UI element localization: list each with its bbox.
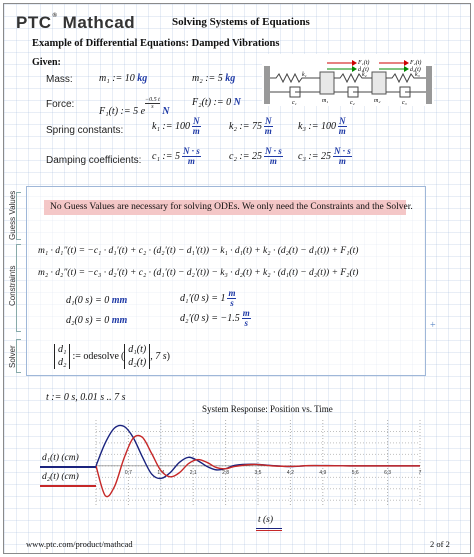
crosshair-cursor: + [430,320,436,331]
constraints-label: Constraints [8,265,17,306]
mass-label: Mass: [46,74,73,85]
section-title: Example of Differential Equations: Damped Vibrations [32,38,280,49]
diagram-m1-label: m₁ [322,98,329,104]
odesolve-definition[interactable]: d₁ d₂ := odesolve ( d₁(t) d₂(t) , 7 s ) [54,344,170,369]
chart-series [96,425,420,496]
c1-definition[interactable]: c₁ := 5 $\frac{N \cdot s}{m}$ [152,146,200,167]
solver-label: Solver [8,345,17,368]
initial-condition-d1[interactable]: d₁(0 s) = 0 mm [66,295,128,306]
c3-definition[interactable]: c₃ := 25 $\frac{N \cdot s}{m}$ [298,146,351,167]
position-vs-time-chart[interactable] [90,414,430,518]
range-variable-definition[interactable]: t := 0 s, 0.01 s .. 7 s [46,392,126,403]
diagram-k3-label: k₃ [415,72,420,78]
legend-d1-line [40,466,96,468]
k3-definition[interactable]: k₃ := 100 $\frac{N}{m}$ [298,116,346,137]
spring-constants-label: Spring constants: [46,125,124,136]
mass-spring-damper-diagram [262,54,434,106]
c2-definition[interactable]: c₂ := 25 $\frac{N \cdot s}{m}$ [229,146,282,167]
legend-d2-line [40,485,96,487]
diagram-k1-label: k₁ [302,72,307,78]
solve-block-note: No Guess Values are necessary for solving ODEs. We only need the Constraints and the Solver. [44,200,406,215]
force-label: Force: [46,99,75,110]
x-axis-label-underline [256,528,282,531]
chart-title: System Response: Position vs. Time [202,404,333,414]
chart-x-tick-label: 1.4 [157,469,165,476]
legend-d2: d₂(t) (cm) [42,472,79,482]
chart-x-tick-label: 5.6 [351,469,359,476]
ptc-mathcad-logo: PTC® Mathcad [16,13,136,32]
m1-definition[interactable]: m₁ := 10 kg [99,73,148,84]
k1-definition[interactable]: k₁ := 100 $\frac{N}{m}$ [152,116,200,137]
chart-x-tick-label: 6.3 [384,469,392,476]
chart-x-tick-label: 7 [418,469,422,476]
diagram-d2-label: d₂(t) [410,67,421,73]
diagram-c1-label: c₁ [292,100,297,106]
guess-values-label: Guess Values [8,190,17,240]
initial-condition-d2-prime[interactable]: d₂′(0 s) = −1.5 $\frac{m}{s}$ [180,308,250,329]
diagram-d1-label: d₁(t) [358,67,369,73]
given-label: Given: [32,57,61,68]
diagram-f2-label: F₂(t) [410,60,422,66]
chart-x-tick-label: 0.7 [124,469,132,476]
footer-url[interactable]: www.ptc.com/product/mathcad [26,539,133,549]
diagram-c2-label: c₂ [350,100,355,106]
diagram-m2-label: m₂ [374,98,381,104]
k2-definition[interactable]: k₂ := 75 $\frac{N}{m}$ [229,116,272,137]
footer-page-number: 2 of 2 [430,539,450,549]
initial-condition-d2[interactable]: d₂(0 s) = 0 mm [66,315,128,326]
ode-equation-1[interactable]: m₁ · d₁″(t) = −c₁ · d₁′(t) + c₂ · (d₂′(t) − d₁′(t)) − k₁ · d₁(t) + k₂ · (d₂(t) − d₁(t)) + F₁(t) [38,246,359,256]
ode-equation-2[interactable]: m₂ · d₂″(t) = −c₃ · d₂′(t) + c₂ · (d₁′(t) − d₂′(t)) − k₃ · d₂(t) + k₂ · (d₁(t) − d₂(t)) + F₂(t) [38,268,359,278]
m2-definition[interactable]: m₂ := 5 kg [192,73,236,84]
chart-x-tick-label: 3.5 [254,469,262,476]
chart-x-tick-label: 2.8 [222,469,230,476]
initial-condition-d1-prime[interactable]: d₁′(0 s) = 1 $\frac{m}{s}$ [180,288,236,309]
f1-definition[interactable]: F₁(t) := 5 e $\frac{-0.5 t}{s}$ N [99,97,170,117]
worksheet-page[interactable] [3,3,471,554]
chart-x-tick-label: 4.9 [319,469,327,476]
chart-x-tick-label: 2.1 [189,469,197,476]
chart-x-axis-label: t (s) [258,515,274,525]
diagram-k2-label: k₂ [362,72,367,78]
diagram-f1-label: F₁(t) [358,60,370,66]
damping-coefficients-label: Damping coefficients: [46,155,142,166]
f2-definition[interactable]: F₂(t) := 0 N [192,97,241,108]
chart-x-tick-label: 4.2 [286,469,294,476]
legend-d1: d₁(t) (cm) [42,453,79,463]
document-title: Solving Systems of Equations [172,16,310,28]
diagram-c3-label: c₃ [402,100,407,106]
